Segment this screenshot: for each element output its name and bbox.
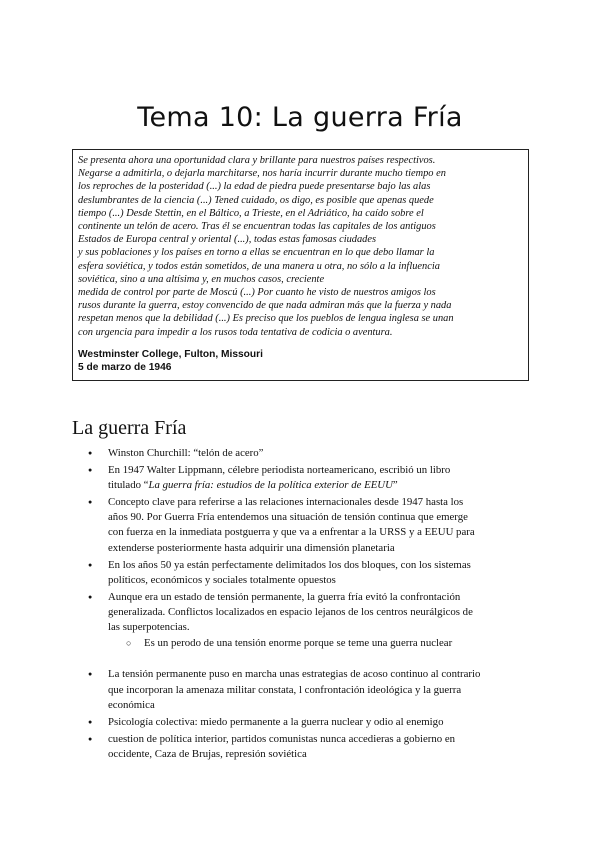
list-item-text: las superpotencias.	[108, 621, 190, 634]
sub-list-item: ○ Es un perodo de una tensión enorme porque se teme una guerra nuclear	[108, 636, 532, 651]
list-item-text: económica	[108, 698, 155, 711]
list-item-text	[108, 478, 532, 493]
list-spacer	[72, 652, 532, 667]
quote-text	[78, 154, 523, 339]
list-item-text: ● cuestion de política interior, partidos comunistas nunca accedieras a gobierno en	[108, 732, 456, 745]
list-item-text: ● Concepto clave para referirse a las relaciones internacionales desde 1947 hasta los	[108, 495, 464, 508]
book-title-prefix: titulado “	[108, 479, 149, 492]
quote-line: con urgencia para impedir a los rusos toda tentativa de codicia o aventura.	[78, 326, 393, 338]
section-heading: La guerra Fría	[72, 417, 187, 439]
list-item	[72, 558, 532, 589]
quote-line: tiempo (...) Desde Stettin, en el Báltico, a Trieste, en el Adriático, ha caído sobre el	[78, 207, 424, 219]
list-item	[72, 732, 532, 763]
list-item-text: años 90. Por Guerra Fría entendemos una situación de tensión continua que emerge	[108, 511, 468, 524]
list-item	[72, 667, 532, 713]
quote-line: soviética, sino a una altísima y, en muchos casos, creciente	[78, 273, 325, 285]
list-item-text: que incorporan la amenaza militar constata, l confrontación ideológica y la guerra	[108, 683, 462, 696]
list-item-text: políticos, económicos y sociales totalmente opuestos	[108, 573, 336, 586]
quote-line: esfera soviética, y todos están sometidos, de una manera u otra, no sólo a la influencia	[78, 260, 440, 272]
quote-line: medida de control por parte de Moscú (...) Por cuanto he visto de nuestros amigos los	[78, 287, 436, 299]
list-item	[72, 715, 532, 730]
list-item-text: ● La tensión permanente puso en marcha unas estrategias de acoso continuo al contrario	[108, 668, 481, 681]
quote-line: respetan menos que la debilidad (...) Es preciso que los pueblos de lengua inglesa se unan	[78, 313, 454, 325]
book-title: La guerra fría: estudios de la política exterior de EEUU	[148, 479, 393, 492]
quote-line: Negarse a admitirla, o dejarla marchitarse, nos haría incurrir durante mucho tiempo en	[78, 168, 446, 180]
list-item-text: generalizada. Conflictos localizados en espacio lejanos de los centros neurálgicos de	[108, 605, 473, 618]
quote-line: y sus poblaciones y los países en torno a ellas se encuentran en lo que debo llamar la	[78, 247, 435, 259]
sub-list	[108, 636, 532, 651]
quote-box	[72, 149, 529, 381]
quote-line: continente un telón de acero. Tras él se encuentran todas las capitales de los antiguos	[78, 221, 436, 233]
list-item-text: extenderse posteriormente hasta adquirir una dimensión planetaria	[108, 541, 395, 554]
bullet-list	[72, 446, 532, 764]
quote-line: los reproches de la posteridad (...) la edad de piedra puede presentarse bajo las alas	[78, 181, 431, 193]
list-item-text: con fuerza en la inmediata postguerra y que va a enfrentar a la URSS y a EEUU para	[108, 526, 475, 539]
quote-line: deslumbrantes de la ciencia (...) Tened cuidado, os digo, es posible que apenas quede	[78, 194, 434, 206]
book-title-suffix: ”	[392, 479, 398, 492]
list-item-text: ● En los años 50 ya están perfectamente delimitados los dos bloques, con los sistemas	[108, 558, 471, 571]
list-item	[72, 590, 532, 651]
quote-source-place: Westminster College, Fulton, Missouri	[78, 348, 263, 360]
quote-line: Estados de Europa central y oriental (...), todas estas famosas ciudades	[78, 234, 377, 246]
page-title: Tema 10: La guerra Fría	[137, 102, 463, 134]
list-item	[72, 463, 532, 494]
list-item-text: occidente, Caza de Brujas, represión soviética	[108, 747, 307, 760]
list-item-text: ● En 1947 Walter Lippmann, célebre periodista norteamericano, escribió un libro	[108, 463, 451, 476]
list-item-text: ● Psicología colectiva: miedo permanente a la guerra nuclear y odio al enemigo	[108, 715, 444, 728]
list-item-text: ● Winston Churchill: “telón de acero”	[108, 447, 264, 459]
list-item-text: ● Aunque era un estado de tensión permanente, la guerra fría evitó la confrontación	[108, 590, 461, 603]
list-item	[72, 495, 532, 556]
quote-source-date: 5 de marzo de 1946	[78, 361, 172, 373]
quote-line: rusos durante la guerra, estoy convencido de que nada admiran más que la fuerza y nada	[78, 300, 452, 312]
list-item	[72, 446, 532, 461]
quote-source	[78, 348, 523, 374]
quote-line: Se presenta ahora una oportunidad clara y brillante para nuestros países respectivos.	[78, 155, 436, 166]
